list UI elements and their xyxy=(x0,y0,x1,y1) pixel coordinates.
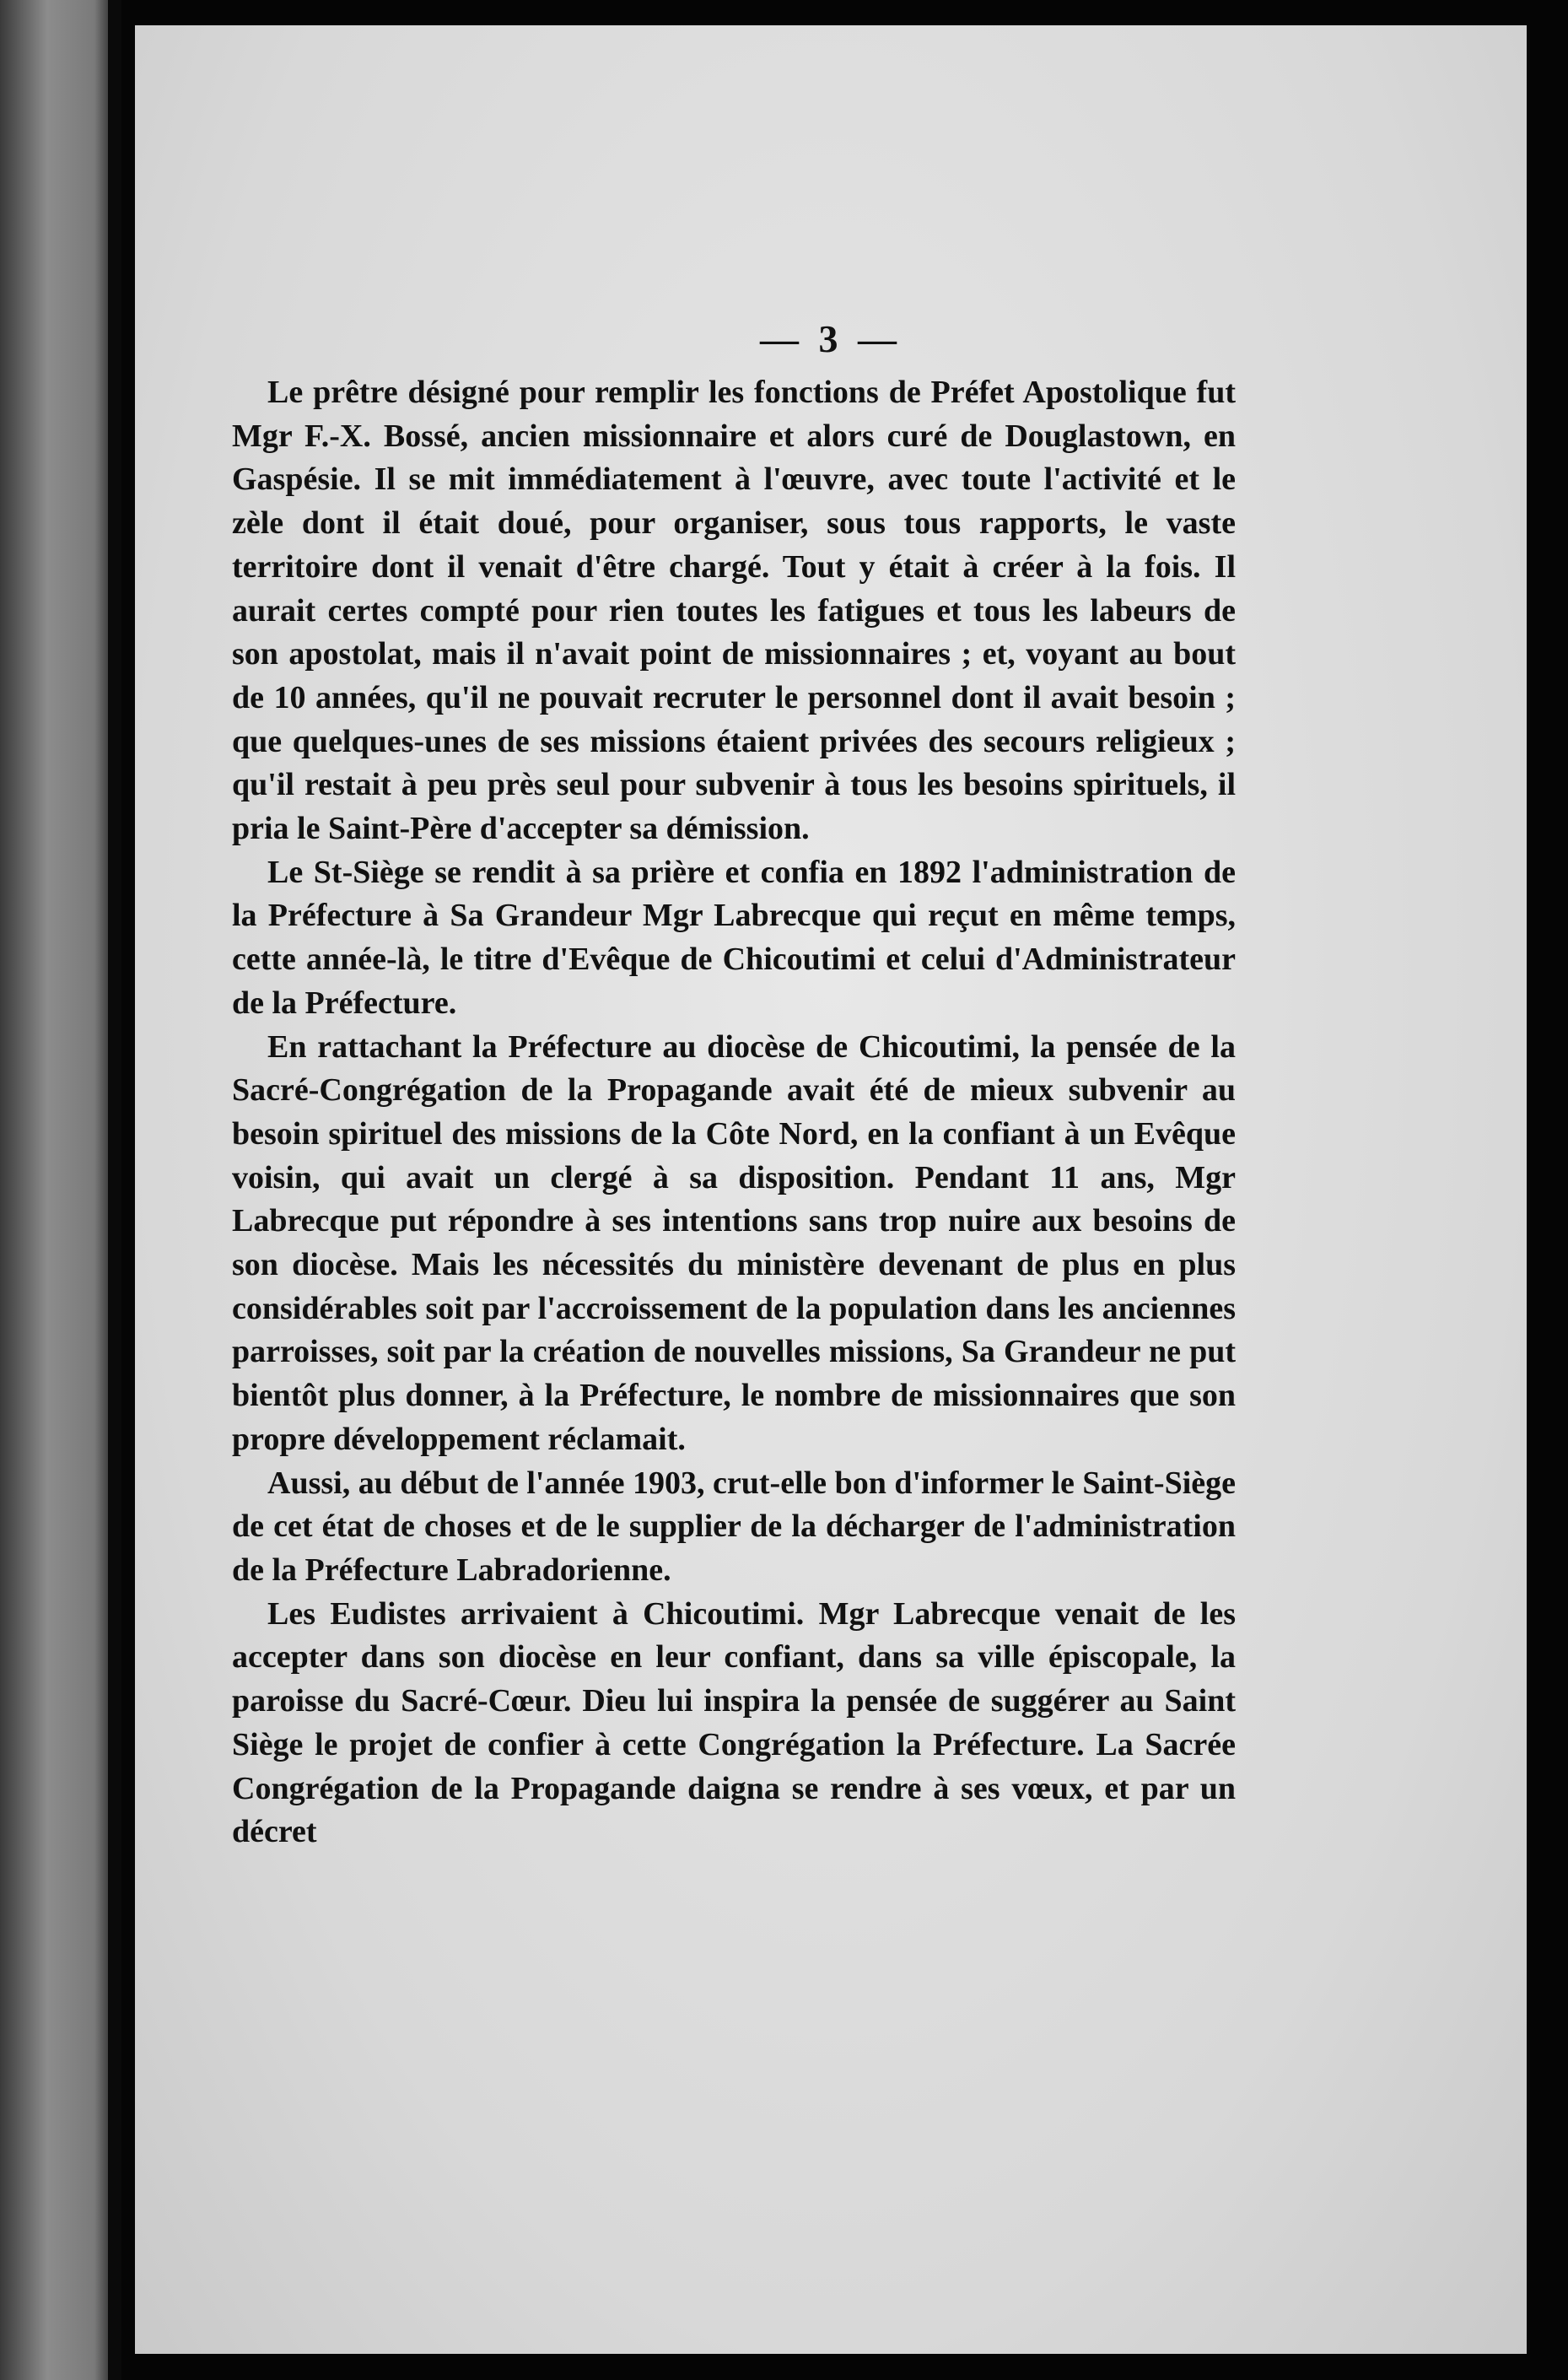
facing-page-edge xyxy=(0,0,118,2380)
paragraph-3: En rattachant la Préfecture au diocèse de Chicoutimi, la pensée de la Sacré-Congrégation de la Propagande avait été de mieux subvenir au besoin spirituel des missions de la Côte Nord, en la confiant à un Evêque voisin, qui avait un clergé à sa disposition. Pendant 11 ans, Mgr Labrecque put répondre à ses intentions sans trop nuire aux besoins de son diocèse. Mais les nécessités du ministère devenant de plus en plus considérables soit par l'accroissement de la population dans les anciennes parroisses, soit par la création de nouvelles missions, Sa Grandeur ne put bientôt plus donner, à la Préfecture, le nombre de missionnaires que son propre développement réclamait. xyxy=(232,1028,1236,1457)
paragraph-5: Les Eudistes arrivaient à Chicoutimi. Mgr Labrecque venait de les accepter dans son diocèse en leur confiant, dans sa ville épiscopale, la paroisse du Sacré-Cœur. Dieu lui inspira la pensée de suggérer au Saint Siège le projet de confier à cette Congrégation la Préfecture. La Sacrée Congrégation de la Propagande daigna se rendre à ses vœux, et par un décret xyxy=(232,1595,1236,1850)
binding-edge xyxy=(108,0,121,2380)
paragraph-1: Le prêtre désigné pour remplir les fonctions de Préfet Apostolique fut Mgr F.-X. Bossé, ancien missionnaire et alors curé de Douglastown, en Gaspésie. Il se mit immédiatement à l'œuvre, avec toute l'activité et le zèle dont il était doué, pour organiser, sous tous rapports, le vaste territoire dont il venait d'être chargé. Tout y était à créer à la fois. Il aurait certes compté pour rien toutes les fatigues et tous les labeurs de son apostolat, mais il n'avait point de missionnaires ; et, voyant au bout de 10 années, qu'il ne pouvait recruter le personnel dont il avait besoin ; que quelques-unes de ses missions étaient privées des secours religieux ; qu'il restait à peu près seul pour subvenir à tous les besoins spirituels, il pria le Saint-Père d'accepter sa démission. xyxy=(232,375,1236,847)
body-text xyxy=(232,371,1236,1854)
document-page xyxy=(135,25,1527,2354)
paragraph-4: Aussi, au début de l'année 1903, crut-elle bon d'informer le Saint-Siège de cet état de choses et de le supplier de la décharger de l'administration de la Préfecture Labradorienne. xyxy=(232,1465,1236,1588)
paragraph-2: Le St-Siège se rendit à sa prière et confia en 1892 l'administration de la Préfecture à Sa Grandeur Mgr Labrecque qui reçut en même temps, cette année-là, le titre d'Evêque de Chicoutimi et celui d'Administrateur de la Préfecture. xyxy=(232,854,1236,1021)
page-number: — 3 — xyxy=(760,317,902,360)
